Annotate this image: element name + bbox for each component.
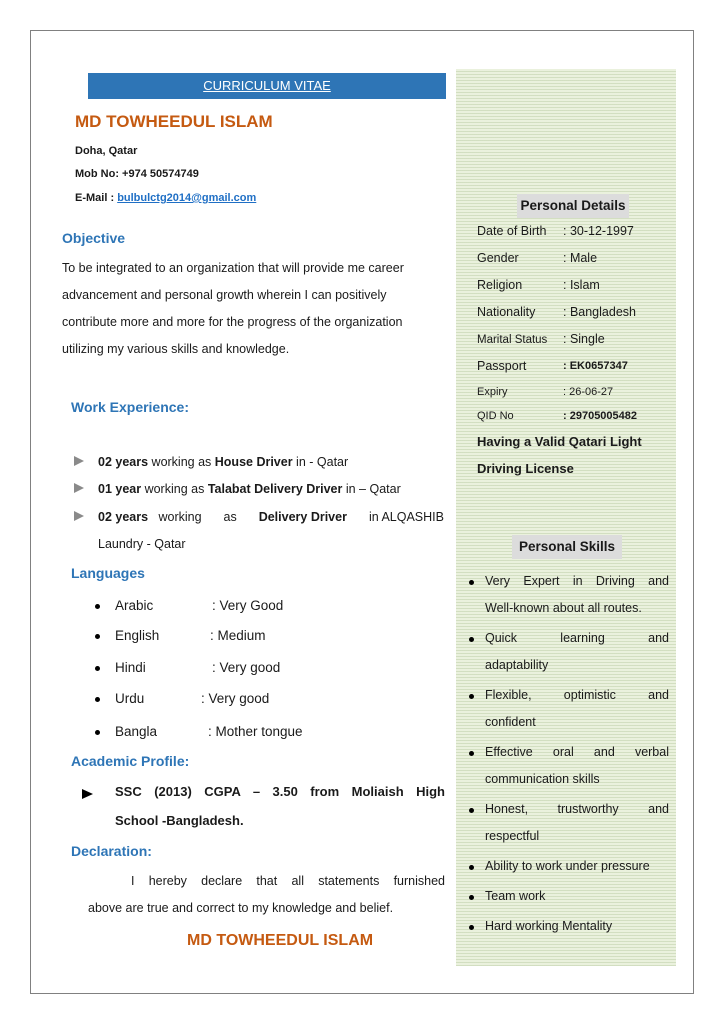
detail-label: QID No [477,410,514,422]
detail-row [477,278,600,292]
detail-label: Passport [477,359,527,373]
work-text: working as [148,455,215,469]
detail-row [477,410,638,422]
language-level: : Medium [210,628,266,643]
personal-details-heading: Personal Details [517,194,629,218]
bullet-dot-icon [469,895,474,900]
location: Doha, Qatar [75,145,138,157]
skill-line: Ability to work under pressure [485,859,650,873]
work-duration: 02 years [98,510,149,524]
work-location: in – Qatar [342,482,401,496]
skill-line: communication skills [485,772,600,786]
cv-title: CURRICULUM VITAE [88,73,446,99]
detail-row [477,332,637,346]
language-level: : Very Good [212,598,284,613]
detail-value: : Male [563,251,598,265]
skill-item [467,913,669,940]
declaration-line: I hereby declare that all statements furnished [131,874,445,888]
work-duration: 01 year [98,482,142,496]
work-item [74,510,446,524]
detail-value: : Islam [563,278,600,292]
arrow-bullet-icon [74,511,84,521]
detail-value: : EK0657347 [563,360,628,372]
email-label: E-Mail : [75,192,115,204]
signature-name: MD TOWHEEDUL ISLAM [187,932,374,949]
detail-row [477,251,598,265]
objective-line: utilizing my various skills and knowledge. [62,342,290,356]
skill-line: Well-known about all routes. [485,601,642,615]
skill-line: Effective oral and verbal [485,745,669,759]
bullet-dot-icon [469,865,474,870]
bullet-dot-icon [95,666,100,671]
work-location: in - Qatar [292,455,349,469]
work-location: in ALQASHIB [368,510,444,524]
skill-line: Very Expert in Driving and [485,574,669,588]
academic-line: SSC (2013) CGPA – 3.50 from Moliaish High [115,784,445,799]
work-duration: 02 years [98,455,149,469]
skill-item [467,568,669,622]
mobile-label: Mob No: [75,168,119,180]
skill-item [467,853,669,880]
language-level: : Very good [212,660,281,675]
work-text: as [223,510,237,524]
work-item [74,482,446,496]
detail-label: Marital Status [477,334,548,346]
objective-line: To be integrated to an organization that will provide me career [62,261,404,275]
skill-line: Flexible, optimistic and [485,688,669,702]
skill-line: Team work [485,889,546,903]
detail-label: Nationality [477,305,536,319]
academic-heading: Academic Profile: [71,753,190,769]
work-heading: Work Experience: [71,399,190,415]
skill-line: Quick learning and [485,631,669,645]
detail-label: Expiry [477,386,508,398]
license-line: Driving License [477,461,574,476]
detail-row [477,224,634,238]
academic-line: School -Bangladesh. [115,813,244,828]
bullet-dot-icon [95,604,100,609]
objective-line: contribute more and more for the progress of the organization [62,315,403,329]
detail-label: Religion [477,278,523,292]
arrow-bullet-icon [74,456,84,466]
mobile-line [75,168,199,180]
work-role: Talabat Delivery Driver [207,482,343,496]
skill-line: adaptability [485,658,549,672]
work-item [74,455,446,469]
skill-item [467,682,669,736]
detail-value: : Bangladesh [563,305,636,319]
email-link[interactable]: bulbulctg2014@gmail.com [117,192,257,204]
bullet-dot-icon [469,925,474,930]
skill-item [467,625,669,679]
language-name: Hindi [115,660,146,675]
language-name: Bangla [115,724,158,739]
license-line: Having a Valid Qatari Light [477,434,642,449]
detail-label: Gender [477,251,519,265]
bullet-dot-icon [469,580,474,585]
language-level: : Mother tongue [208,724,303,739]
arrow-bullet-icon [74,483,84,493]
languages-heading: Languages [71,565,145,581]
arrow-bullet-icon [82,789,93,799]
detail-row [477,359,628,373]
work-role: Delivery Driver [258,510,347,524]
detail-row [477,386,614,398]
objective-heading: Objective [62,230,126,246]
bullet-dot-icon [95,697,100,702]
academic-item [82,786,93,804]
skill-item [467,739,669,793]
detail-value: : 26-06-27 [563,386,614,398]
bullet-dot-icon [469,808,474,813]
work-item-continued: Laundry - Qatar [98,537,186,551]
skills-list [467,568,669,940]
work-role: House Driver [214,455,293,469]
detail-value: : 29705005482 [563,410,638,422]
language-level: : Very good [201,691,270,706]
work-text: working [158,510,202,524]
email-line [75,192,256,204]
detail-row [477,305,636,319]
bullet-dot-icon [469,637,474,642]
detail-value: : 30-12-1997 [563,224,634,238]
personal-skills-heading: Personal Skills [512,535,622,559]
bullet-dot-icon [469,751,474,756]
skill-line: confident [485,715,536,729]
candidate-name: MD TOWHEEDUL ISLAM [75,112,273,131]
detail-value: : Single [563,332,605,346]
objective-line: advancement and personal growth wherein I can positively [62,288,387,302]
work-text: working as [141,482,208,496]
skill-line: Honest, trustworthy and [485,802,669,816]
bullet-dot-icon [95,634,100,639]
bullet-dot-icon [469,694,474,699]
language-name: Urdu [115,691,145,706]
declaration-line: above are true and correct to my knowledge and belief. [88,901,394,915]
skill-item [467,883,669,910]
mobile-number: +974 50574749 [122,168,199,180]
declaration-heading: Declaration: [71,843,152,859]
language-name: English [115,628,160,643]
skill-line: Hard working Mentality [485,919,613,933]
skill-item [467,796,669,850]
bullet-dot-icon [95,730,100,735]
language-name: Arabic [115,598,154,613]
objective-text [62,255,434,363]
skill-line: respectful [485,829,540,843]
detail-label: Date of Birth [477,224,547,238]
